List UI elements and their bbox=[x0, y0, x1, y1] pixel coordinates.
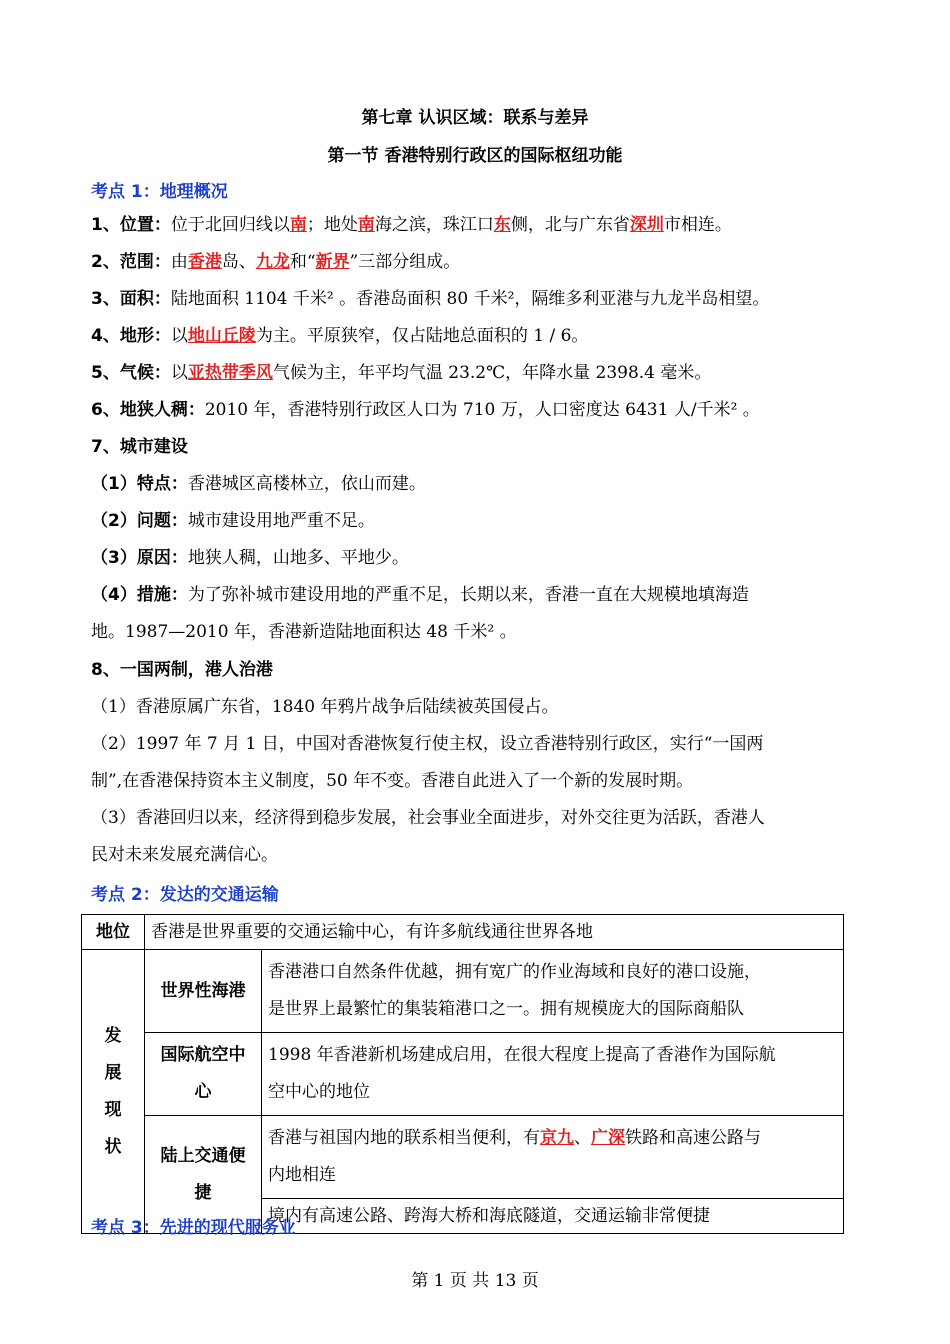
weizhi-line bbox=[91, 213, 861, 237]
fazhan-char: 现 bbox=[104, 1099, 122, 1120]
chapter-title: 第七章 认识区域：联系与差异 bbox=[361, 108, 589, 128]
haigang-text bbox=[262, 950, 844, 1033]
renkou-head: 6、地狭人稠： bbox=[91, 400, 205, 420]
answer-nan-1: 南 bbox=[289, 215, 307, 235]
text: 为了弥补城市建设用地的严重不足，长期以来，香港一直在大规模地填海造 bbox=[187, 585, 749, 605]
kaodian-1-heading: 考点 1：地理概况 bbox=[91, 182, 228, 202]
text: 、 bbox=[574, 1128, 591, 1148]
text: 位于北回归线以 bbox=[170, 215, 290, 235]
text: 国际航空中 bbox=[160, 1045, 246, 1065]
text: 内地相连 bbox=[268, 1165, 336, 1185]
text: 侧，北与广东省 bbox=[510, 215, 630, 235]
weizhi-head: 1、位置： bbox=[91, 215, 171, 235]
hangkong-text bbox=[262, 1033, 844, 1116]
text: 陆地面积 1104 千米² 。香港岛面积 80 千米²，隔维多利亚港与九龙半岛相望。 bbox=[170, 289, 770, 309]
fazhan-char: 状 bbox=[104, 1136, 122, 1157]
label: （3）原因： bbox=[91, 548, 188, 568]
renkou-line bbox=[91, 398, 861, 422]
text: 由 bbox=[170, 252, 188, 272]
fazhan-label bbox=[82, 950, 145, 1234]
dixing-head: 4、地形： bbox=[91, 326, 171, 346]
chengshi-head: 7、城市建设 bbox=[91, 437, 188, 457]
text: 捷 bbox=[194, 1182, 212, 1203]
label: （2）问题： bbox=[91, 511, 188, 531]
text: 2010 年，香港特别行政区人口为 710 万，人口密度达 6431 人/千米² 。 bbox=[204, 400, 760, 420]
text: 为主。平原狭窄，仅占陆地总面积的 1 / 6。 bbox=[255, 326, 589, 346]
text: 香港港口自然条件优越，拥有宽广的作业海域和良好的港口设施， bbox=[268, 962, 761, 982]
table-row bbox=[82, 1033, 844, 1116]
answer-jingjiu: 京九 bbox=[540, 1128, 574, 1148]
liangzhi-p3-cont: 民对未来发展充满信心。 bbox=[91, 845, 278, 865]
label: （1）特点： bbox=[91, 474, 188, 494]
text: 气候为主，年平均气温 23.2℃，年降水量 2398.4 毫米。 bbox=[272, 363, 712, 383]
text: 岛、 bbox=[221, 252, 256, 272]
section-title: 第一节 香港特别行政区的国际枢纽功能 bbox=[327, 146, 623, 166]
text: ”三部分组成。 bbox=[349, 252, 461, 272]
answer-shenzhen: 深圳 bbox=[629, 215, 664, 235]
liangzhi-p1: （1）香港原属广东省，1840 年鸦片战争后陆续被英国侵占。 bbox=[91, 697, 559, 717]
chengshi-p4 bbox=[91, 583, 861, 607]
chengshi-p1 bbox=[91, 472, 861, 496]
text: 和“ bbox=[289, 252, 316, 272]
liangzhi-p2-cont: 制”,在香港保持资本主义制度，50 年不变。香港自此进入了一个新的发展时期。 bbox=[91, 771, 694, 791]
fazhan-char: 展 bbox=[104, 1062, 122, 1083]
mianji-line bbox=[91, 287, 861, 311]
liangzhi-p2: （2）1997 年 7 月 1 日，中国对香港恢复行使主权，设立香港特别行政区，实行“一国两 bbox=[91, 734, 764, 754]
liangzhi-p3: （3）香港回归以来，经济得到稳步发展，社会事业全面进步，对外交往更为活跃，香港人 bbox=[91, 808, 765, 828]
answer-dishanqiuling: 地山丘陵 bbox=[187, 326, 256, 346]
text: 以 bbox=[170, 363, 188, 383]
lushang-text bbox=[262, 1116, 844, 1199]
table-row bbox=[82, 915, 844, 950]
text: 城市建设用地严重不足。 bbox=[187, 511, 375, 531]
table-row bbox=[82, 950, 844, 1033]
fanwei-line bbox=[91, 250, 861, 274]
answer-nan-2: 南 bbox=[357, 215, 375, 235]
diwei-text: 香港是世界重要的交通运输中心，有许多航线通往世界各地 bbox=[145, 915, 844, 950]
answer-dong: 东 bbox=[493, 215, 511, 235]
text: 陆上交通便 bbox=[160, 1145, 246, 1166]
answer-xianggang: 香港 bbox=[187, 252, 222, 272]
diwei-label: 地位 bbox=[82, 915, 145, 950]
text: 市相连。 bbox=[663, 215, 732, 235]
answer-xinjie: 新界 bbox=[315, 252, 350, 272]
haigang-label: 世界性海港 bbox=[145, 950, 262, 1033]
kaodian-3-heading: 考点 3：先进的现代服务业 bbox=[91, 1218, 296, 1238]
fazhan-char: 发 bbox=[104, 1025, 122, 1046]
qihou-line bbox=[91, 361, 861, 385]
transport-table bbox=[81, 914, 844, 1234]
table-row bbox=[82, 1116, 844, 1199]
dixing-line bbox=[91, 324, 861, 348]
label: （4）措施： bbox=[91, 585, 188, 605]
fanwei-head: 2、范围： bbox=[91, 252, 171, 272]
text: 铁路和高速公路与 bbox=[625, 1128, 761, 1148]
page-footer: 第 1 页 共 13 页 bbox=[411, 1271, 539, 1291]
text: 香港与祖国内地的联系相当便利，有 bbox=[268, 1128, 540, 1148]
chengshi-p4-cont: 地。1987—2010 年，香港新造陆地面积达 48 千米² 。 bbox=[91, 622, 517, 642]
mianji-head: 3、面积： bbox=[91, 289, 171, 309]
text: 地狭人稠，山地多、平地少。 bbox=[187, 548, 409, 568]
answer-guangshen: 广深 bbox=[591, 1128, 625, 1148]
text: 1998 年香港新机场建成启用，在很大程度上提高了香港作为国际航 bbox=[268, 1045, 776, 1065]
text: 海之滨，珠江口 bbox=[374, 215, 494, 235]
kaodian-2-heading: 考点 2：发达的交通运输 bbox=[91, 885, 279, 905]
answer-jiulong: 九龙 bbox=[255, 252, 290, 272]
hangkong-label bbox=[145, 1033, 262, 1116]
liangzhi-head: 8、一国两制，港人治港 bbox=[91, 660, 273, 680]
text: 是世界上最繁忙的集装箱港口之一。拥有规模庞大的国际商船队 bbox=[268, 999, 744, 1019]
text: 以 bbox=[170, 326, 188, 346]
chengshi-p2 bbox=[91, 509, 861, 533]
chengshi-p3 bbox=[91, 546, 861, 570]
text: 空中心的地位 bbox=[268, 1082, 370, 1102]
answer-yaredai: 亚热带季风 bbox=[187, 363, 273, 383]
text: 心 bbox=[194, 1082, 212, 1102]
lushang-text-2: 境内有高速公路、跨海大桥和海底隧道，交通运输非常便捷 bbox=[262, 1199, 844, 1234]
text: 香港城区高楼林立，依山而建。 bbox=[187, 474, 426, 494]
text: ；地处 bbox=[306, 215, 358, 235]
qihou-head: 5、气候： bbox=[91, 363, 171, 383]
